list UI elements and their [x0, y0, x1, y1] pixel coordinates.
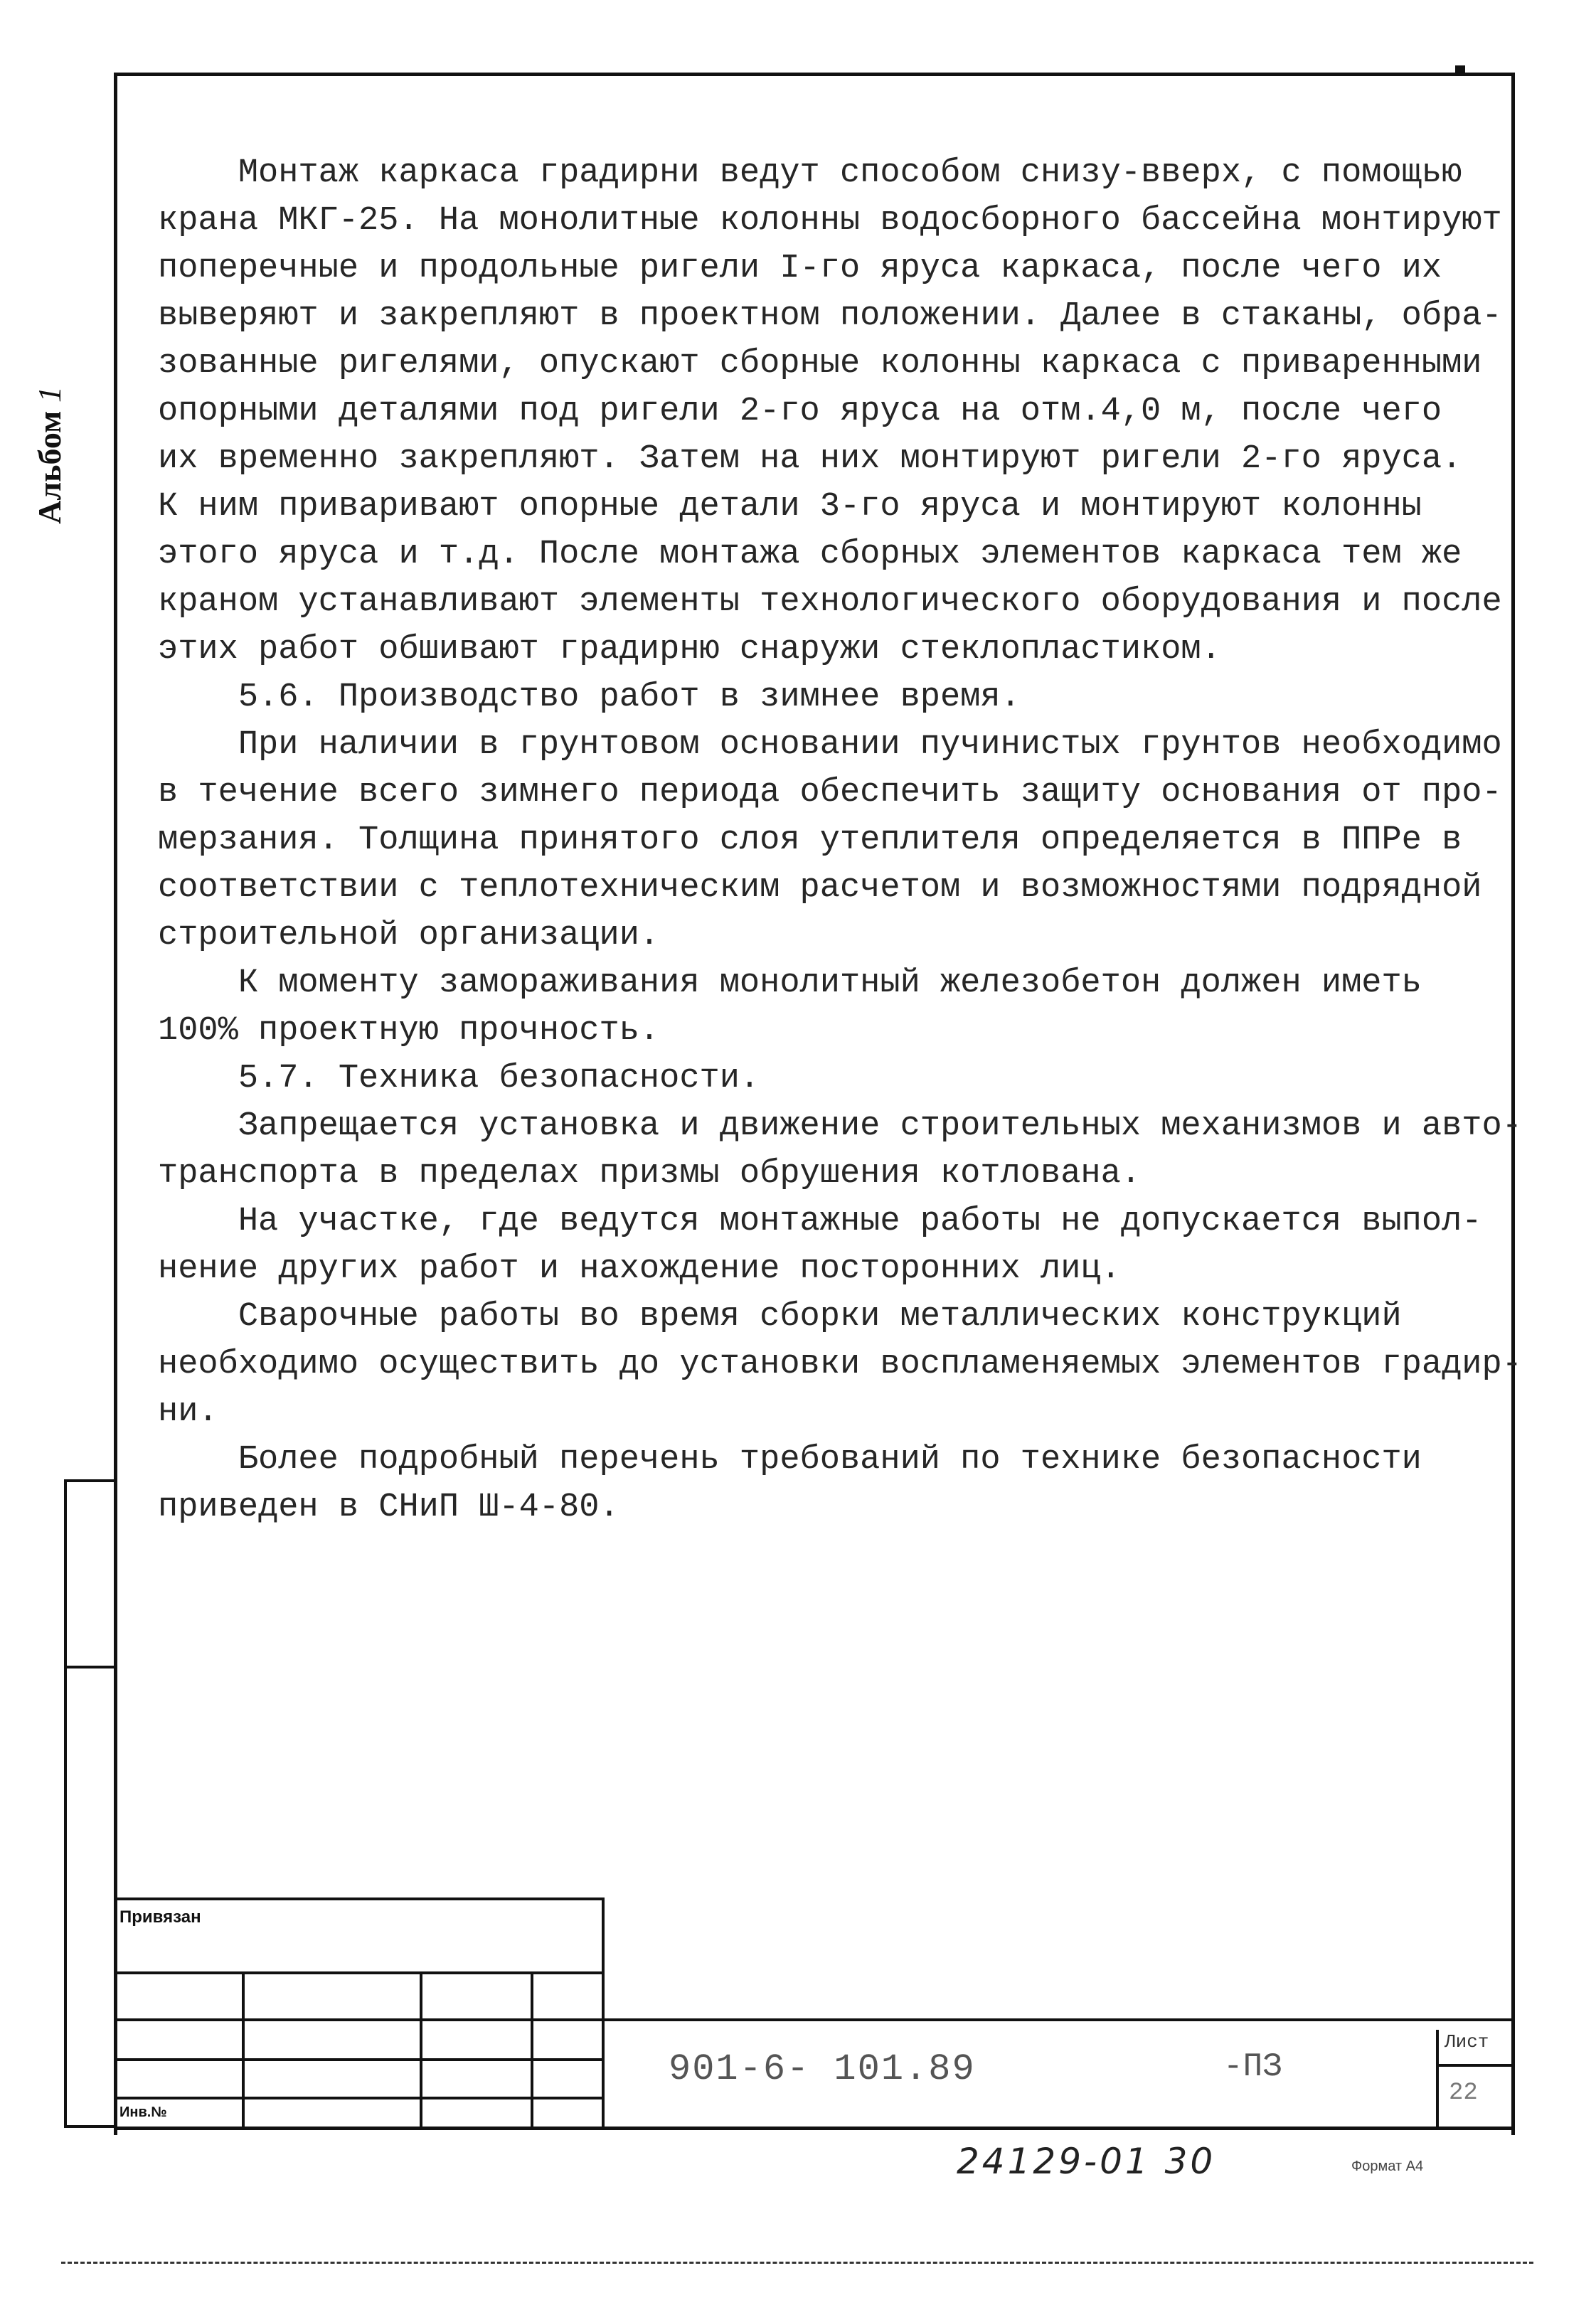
body-line: приведен в СНиП Ш-4-80.: [158, 1489, 619, 1526]
body-line: в течение всего зимнего периода обеспечить защиту основания от про-: [158, 774, 1502, 811]
sheet-box: [1436, 2030, 1511, 2129]
body-line: крана МКГ-25. На монолитные колонны водосборного бассейна монтируют: [158, 202, 1502, 240]
body-line: ни.: [158, 1393, 218, 1431]
document-body: [158, 149, 1522, 1531]
frame-corner-mark: [1455, 65, 1465, 73]
body-line: необходимо осуществить до установки воспламеняемых элементов градир-: [158, 1346, 1522, 1383]
sheet-number: 22: [1449, 2080, 1478, 2107]
body-line: нение других работ и нахождение посторонних лиц.: [158, 1250, 1121, 1288]
body-line: На участке, где ведутся монтажные работы не допускается выпол-: [158, 1203, 1482, 1240]
body-line: Монтаж каркаса градирни ведут способом снизу-вверх, с помощью: [158, 154, 1462, 192]
body-line: 5.7. Техника безопасности.: [158, 1060, 760, 1097]
body-line: мерзания. Толщина принятого слоя утеплителя определяется в ППРе в: [158, 821, 1462, 859]
archive-number: 24129-01 30: [957, 2141, 1216, 2182]
body-line: транспорта в пределах призмы обрушения котлована.: [158, 1155, 1142, 1193]
title-block: [605, 2018, 1515, 2127]
format-label: Формат А4: [1351, 2159, 1424, 2174]
body-line: Более подробный перечень требований по технике безопасности: [158, 1441, 1422, 1479]
inventory-label: Инв.№: [119, 2104, 167, 2120]
body-line: строительной организации.: [158, 917, 660, 954]
body-line: При наличии в грунтовом основании пучинистых грунтов необходимо: [158, 726, 1502, 764]
stamp-grid-line: [114, 1971, 602, 1974]
side-stamp-divider: [67, 1666, 117, 1668]
body-line: краном устанавливают элементы технологического оборудования и после: [158, 583, 1502, 621]
album-label: [28, 377, 71, 533]
cut-line: [61, 2262, 1533, 2264]
body-line: Сварочные работы во время сборки металлических конструкций: [158, 1298, 1402, 1336]
stamp-grid-line: [114, 2058, 602, 2061]
body-line: соответствии с теплотехническим расчетом и возможностями подрядной: [158, 869, 1482, 907]
body-line: К ним приваривают опорные детали 3-го яруса и монтируют колонны: [158, 488, 1422, 526]
body-line: К моменту замораживания монолитный железобетон должен иметь: [158, 964, 1422, 1002]
album-label-text: Альбом: [31, 410, 68, 524]
stamp-grid-line: [114, 2018, 602, 2021]
sheet-box-divider: [1439, 2064, 1511, 2067]
body-line: 5.6. Производство работ в зимнее время.: [158, 678, 1021, 716]
body-line: опорными деталями под ригели 2-го яруса на отм.4,0 м, после чего: [158, 393, 1442, 430]
bound-stamp: [114, 1897, 605, 2127]
body-line: их временно закрепляют. Затем на них монтируют ригели 2-го яруса.: [158, 440, 1462, 478]
body-line: выверяют и закрепляют в проектном положении. Далее в стаканы, обра-: [158, 297, 1502, 335]
document-type: -ПЗ: [1223, 2048, 1282, 2085]
album-number: 1: [31, 386, 68, 403]
body-line: Запрещается установка и движение строительных механизмов и авто-: [158, 1107, 1522, 1145]
side-stamp-block: [64, 1479, 114, 2128]
bound-label: Привязан: [119, 1907, 201, 1927]
sheet-label: Лист: [1445, 2031, 1489, 2053]
stamp-grid-line: [531, 1971, 533, 2127]
project-code: 901-6- 101.89: [669, 2048, 976, 2090]
frame-bottom-line: [114, 2127, 1515, 2130]
stamp-grid-line: [114, 2097, 602, 2099]
body-line: зованные ригелями, опускают сборные колонны каркаса с приваренными: [158, 345, 1482, 383]
stamp-grid-line: [242, 1971, 245, 2127]
body-line: этого яруса и т.д. После монтажа сборных элементов каркаса тем же: [158, 536, 1462, 573]
body-line: 100% проектную прочность.: [158, 1012, 660, 1050]
body-line: этих работ обшивают градирню снаружи стеклопластиком.: [158, 631, 1221, 669]
body-line: поперечные и продольные ригели I-го яруса каркаса, после чего их: [158, 250, 1442, 287]
stamp-grid-line: [420, 1971, 422, 2127]
